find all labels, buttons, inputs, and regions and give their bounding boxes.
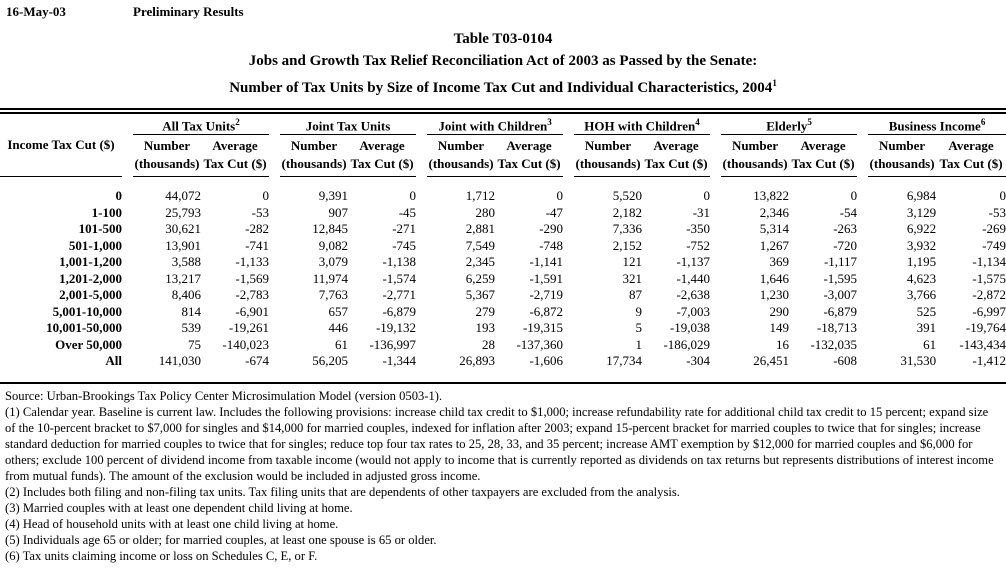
table-cell: -45 xyxy=(398,204,417,220)
col-header-taxcut: Tax Cut ($) xyxy=(495,155,563,177)
table-cell: 3,079 xyxy=(318,254,349,270)
footnote-marker: 3 xyxy=(547,117,552,127)
table-cell: 9,082 xyxy=(318,237,349,253)
table-cell: -6,901 xyxy=(235,303,270,319)
col-header-taxcut: Tax Cut ($) xyxy=(642,155,710,177)
table-cell: -748 xyxy=(539,237,564,253)
page-header xyxy=(0,0,1006,19)
table-cell: -2,872 xyxy=(972,287,1006,303)
table-row xyxy=(0,221,1006,238)
table-cell: 0 xyxy=(703,188,711,204)
column-spacer xyxy=(269,205,280,222)
col-header-number: Number xyxy=(731,138,779,154)
column-spacer xyxy=(269,177,280,205)
column-spacer xyxy=(563,238,574,255)
row-label: All xyxy=(105,353,122,369)
row-label: Over 50,000 xyxy=(55,336,122,352)
column-spacer xyxy=(563,254,574,271)
row-label: 1-100 xyxy=(91,204,122,220)
table-cell: -1,591 xyxy=(529,270,564,286)
table-cell: 75 xyxy=(188,336,201,352)
group-header-hoh-with-children xyxy=(574,114,710,135)
table-cell: -6,879 xyxy=(382,303,417,319)
col-header-thousands: (thousands) xyxy=(133,155,201,177)
column-spacer xyxy=(563,320,574,337)
table-cell: 1,230 xyxy=(759,287,790,303)
footnote-marker: 1 xyxy=(772,78,777,88)
table-cell: -1,117 xyxy=(823,254,858,270)
table-cell: 28 xyxy=(482,336,496,352)
column-spacer xyxy=(269,114,280,177)
col-header-average: Average xyxy=(506,138,552,154)
column-spacer xyxy=(710,337,721,354)
table-cell: 0 xyxy=(556,188,564,204)
table-cell: 25,793 xyxy=(165,204,201,220)
footnote-marker: 4 xyxy=(695,117,700,127)
source-note: Source: Urban-Brookings Tax Policy Center Microsimulation Model (version 0503-1). xyxy=(5,388,443,403)
table-cell: -3,007 xyxy=(823,287,858,303)
column-spacer xyxy=(710,114,721,177)
column-spacer xyxy=(857,320,868,337)
table-cell: 525 xyxy=(916,303,937,319)
table-cell: -1,137 xyxy=(676,254,711,270)
table-cell: -132,035 xyxy=(810,336,858,352)
table-cell: 56,205 xyxy=(312,353,349,369)
table-cell: 1,267 xyxy=(759,237,790,253)
table-cell: 3,932 xyxy=(906,237,937,253)
table-cell: 2,345 xyxy=(465,254,496,270)
column-spacer xyxy=(416,254,427,271)
column-spacer xyxy=(416,337,427,354)
table-cell: 2,152 xyxy=(612,237,643,253)
row-label: 501-1,000 xyxy=(68,237,122,253)
table-cell: 17,734 xyxy=(606,353,643,369)
group-header-all-tax-units xyxy=(133,114,269,135)
column-spacer xyxy=(857,304,868,321)
table-cell: 26,451 xyxy=(753,353,790,369)
table-cell: 2,881 xyxy=(465,221,496,237)
footnote-1: (1) Calendar year. Baseline is current law. Includes the following provisions: increase child tax credit to $1,000; increase refundability rate for additional child tax credit to 15 percent; expand size of the 10-percent bracket to $7,000 for singles and $14,000 for married couples, indexed for inflation after 2003; expand 15-percent bracket for married couples to twice that for singles; increase standard deduction for married couples to twice that for singles; reduce top four tax rates to 25, 28, 33, and 35 percent; increase AMT exemption by $12,000 for married couples and $6,000 for others; exclude 100 percent of dividend income from taxable income (would not apply to income that is currently reported as dividends on tax returns but represents distributions of interest income from mutual funds). The amount of the exclusion would be included in adjusted gross income. xyxy=(5,404,994,483)
table-cell: -186,029 xyxy=(663,336,711,352)
column-spacer xyxy=(710,304,721,321)
table-cell: -1,606 xyxy=(529,353,564,369)
footnote-4: (4) Head of household units with at least one child living at home. xyxy=(5,516,339,531)
column-spacer xyxy=(122,320,133,337)
column-spacer xyxy=(416,114,427,177)
column-spacer xyxy=(563,221,574,238)
table-cell: 3,129 xyxy=(906,204,937,220)
footnote-5: (5) Individuals age 65 or older; for married couples, at least one spouse is 65 or older. xyxy=(5,532,437,547)
column-spacer xyxy=(122,177,133,205)
table-cell: -1,440 xyxy=(676,270,711,286)
footnotes-block xyxy=(0,384,1006,564)
table-cell: 61 xyxy=(335,336,349,352)
column-spacer xyxy=(563,271,574,288)
table-cell: 657 xyxy=(328,303,349,319)
column-spacer xyxy=(857,221,868,238)
table-cell: -2,771 xyxy=(382,287,417,303)
col-header-taxcut: Tax Cut ($) xyxy=(348,155,416,177)
table-cell: 7,549 xyxy=(465,237,496,253)
col-header-taxcut: Tax Cut ($) xyxy=(789,155,857,177)
col-header-number: Number xyxy=(437,138,485,154)
table-cell: 2,182 xyxy=(612,204,643,220)
table-cell: -2,719 xyxy=(529,287,564,303)
table-cell: -2,638 xyxy=(676,287,711,303)
col-header-number: Number xyxy=(878,138,926,154)
subheader-row-1 xyxy=(0,135,1006,156)
table-cell: -53 xyxy=(988,204,1006,220)
column-spacer xyxy=(563,337,574,354)
table-row xyxy=(0,337,1006,354)
table-cell: 5,520 xyxy=(612,188,643,204)
table-cell: 1 xyxy=(635,336,643,352)
column-spacer xyxy=(416,320,427,337)
column-spacer xyxy=(857,205,868,222)
table-cell: -749 xyxy=(982,237,1006,253)
table-row xyxy=(0,320,1006,337)
footnote-marker: 2 xyxy=(235,117,240,127)
table-cell: -282 xyxy=(245,221,270,237)
column-spacer xyxy=(857,271,868,288)
col-header-average: Average xyxy=(800,138,846,154)
column-spacer xyxy=(122,114,133,177)
column-spacer xyxy=(857,353,868,370)
table-cell: 7,763 xyxy=(318,287,349,303)
column-spacer xyxy=(269,254,280,271)
table-cell: -752 xyxy=(686,237,711,253)
table-cell: 3,766 xyxy=(906,287,937,303)
row-label: 1,001-1,200 xyxy=(59,254,122,270)
footnote-2: (2) Includes both filing and non-filing tax units. Tax filing units that are dependents of other taxpayers are excluded from the analysis. xyxy=(5,484,680,499)
table-cell: -1,138 xyxy=(382,254,417,270)
table-cell: 30,621 xyxy=(165,221,201,237)
table-cell: -304 xyxy=(686,353,711,369)
table-subtitle xyxy=(0,72,1006,99)
table-cell: 26,893 xyxy=(459,353,496,369)
table-cell: -350 xyxy=(686,221,711,237)
group-label: All Tax Units xyxy=(162,118,236,134)
column-spacer xyxy=(857,177,868,205)
footnote-3: (3) Married couples with at least one dependent child living at home. xyxy=(5,500,353,515)
table-cell: -137,360 xyxy=(516,336,564,352)
column-spacer xyxy=(269,337,280,354)
column-spacer xyxy=(122,238,133,255)
table-cell: 13,217 xyxy=(165,270,201,286)
row-label: 10,001-50,000 xyxy=(46,320,122,336)
footnote-6: (6) Tax units claiming income or loss on Schedules C, E, or F. xyxy=(5,548,318,563)
table-cell: -290 xyxy=(539,221,564,237)
column-spacer xyxy=(416,287,427,304)
group-header-business-income xyxy=(868,114,1006,135)
column-spacer xyxy=(416,238,427,255)
table-cell: 814 xyxy=(181,303,201,319)
table-cell: 44,072 xyxy=(165,188,201,204)
column-spacer xyxy=(122,254,133,271)
table-title: Jobs and Growth Tax Relief Reconciliation Act of 2003 as Passed by the Senate: xyxy=(248,53,758,69)
table-cell: 279 xyxy=(475,303,496,319)
table-cell: -1,412 xyxy=(972,353,1006,369)
column-spacer xyxy=(710,177,721,205)
group-label: Joint Tax Units xyxy=(305,118,391,134)
col-header-taxcut: Tax Cut ($) xyxy=(936,155,1006,177)
footnote-marker: 6 xyxy=(980,117,986,127)
table-cell: -143,434 xyxy=(959,336,1006,352)
table-cell: 5,367 xyxy=(465,287,496,303)
table-cell: 16 xyxy=(776,336,790,352)
table-cell: 7,336 xyxy=(612,221,643,237)
col-header-taxcut: Tax Cut ($) xyxy=(201,155,269,177)
table-cell: -263 xyxy=(833,221,858,237)
column-spacer xyxy=(269,304,280,321)
column-spacer xyxy=(563,287,574,304)
table-cell: -6,872 xyxy=(529,303,564,319)
group-header-elderly xyxy=(721,114,857,135)
col-header-number: Number xyxy=(584,138,632,154)
column-spacer xyxy=(122,353,133,370)
column-spacer xyxy=(563,353,574,370)
table-cell: 61 xyxy=(923,336,937,352)
table-row xyxy=(0,254,1006,271)
table-cell: -1,575 xyxy=(972,270,1006,286)
table-row xyxy=(0,304,1006,321)
row-label: 0 xyxy=(115,188,122,204)
table-cell: 0 xyxy=(262,188,270,204)
group-label: Business Income xyxy=(888,118,981,134)
table-cell: 9 xyxy=(635,303,643,319)
column-spacer xyxy=(710,320,721,337)
table-cell: -741 xyxy=(245,237,270,253)
table-cell: 141,030 xyxy=(158,353,201,369)
col-header-number: Number xyxy=(143,138,191,154)
table-cell: -1,344 xyxy=(382,353,417,369)
row-label: 101-500 xyxy=(78,221,122,237)
table-row xyxy=(0,238,1006,255)
table-row xyxy=(0,287,1006,304)
table-cell: 0 xyxy=(850,188,858,204)
table-cell: 3,588 xyxy=(171,254,201,270)
table-cell: 0 xyxy=(999,188,1006,204)
table-cell: 8,406 xyxy=(171,287,201,303)
table-cell: 121 xyxy=(622,254,643,270)
group-label: Elderly xyxy=(766,118,808,134)
column-spacer xyxy=(710,238,721,255)
col-header-thousands: (thousands) xyxy=(868,155,936,177)
column-spacer xyxy=(269,221,280,238)
col-header-average: Average xyxy=(653,138,699,154)
col-header-thousands: (thousands) xyxy=(721,155,789,177)
table-cell: -1,134 xyxy=(972,254,1006,270)
table-cell: 13,901 xyxy=(165,237,201,253)
table-cell: 290 xyxy=(769,303,790,319)
table-cell: 6,259 xyxy=(465,270,496,286)
table-cell: -7,003 xyxy=(676,303,711,319)
table-cell: -19,132 xyxy=(375,320,417,336)
table-cell: -54 xyxy=(839,204,858,220)
column-spacer xyxy=(122,287,133,304)
column-spacer xyxy=(857,254,868,271)
column-spacer xyxy=(710,271,721,288)
row-label: 1,201-2,000 xyxy=(59,270,122,286)
table-number: Table T03-0104 xyxy=(453,31,553,47)
table-cell: -745 xyxy=(392,237,417,253)
table-cell: -47 xyxy=(545,204,564,220)
group-label: HOH with Children xyxy=(584,118,696,134)
table-cell: -720 xyxy=(833,237,858,253)
table-cell: -18,713 xyxy=(816,320,858,336)
table-cell: 0 xyxy=(409,188,417,204)
table-cell: 446 xyxy=(328,320,349,336)
table-cell: 4,623 xyxy=(906,270,937,286)
table-cell: 9,391 xyxy=(318,188,349,204)
column-spacer xyxy=(122,337,133,354)
row-label: 2,001-5,000 xyxy=(59,287,122,303)
title-block xyxy=(0,28,1006,99)
group-header-joint-tax-units xyxy=(280,114,416,135)
column-spacer xyxy=(269,238,280,255)
status-label: Preliminary Results xyxy=(133,4,244,19)
column-spacer xyxy=(416,271,427,288)
table-cell: -6,879 xyxy=(823,303,858,319)
table-subtitle-text: Number of Tax Units by Size of Income Tax Cut and Individual Characteristics, 2004 xyxy=(229,80,773,96)
table-cell: -1,569 xyxy=(235,270,270,286)
column-spacer xyxy=(416,304,427,321)
column-spacer xyxy=(269,320,280,337)
table-cell: 149 xyxy=(769,320,790,336)
table-cell: -2,783 xyxy=(235,287,270,303)
column-spacer xyxy=(269,287,280,304)
table-cell: 1,646 xyxy=(759,270,790,286)
table-cell: 321 xyxy=(622,270,643,286)
column-spacer xyxy=(710,221,721,238)
table-cell: -674 xyxy=(245,353,270,369)
table-row xyxy=(0,177,1006,205)
col-header-average: Average xyxy=(359,138,405,154)
col-header-thousands: (thousands) xyxy=(574,155,642,177)
table-cell: 5 xyxy=(635,320,643,336)
table-cell: 391 xyxy=(916,320,937,336)
column-spacer xyxy=(122,205,133,222)
table-cell: -1,574 xyxy=(382,270,417,286)
group-label: Joint with Children xyxy=(438,118,548,134)
table-cell: -6,997 xyxy=(972,303,1006,319)
table-cell: 5,314 xyxy=(759,221,790,237)
column-spacer xyxy=(857,238,868,255)
column-spacer xyxy=(269,271,280,288)
table-cell: -19,038 xyxy=(669,320,711,336)
col-header-average: Average xyxy=(212,138,258,154)
results-table xyxy=(0,114,1006,370)
table-cell: -1,595 xyxy=(823,270,858,286)
col-header-number: Number xyxy=(290,138,338,154)
column-spacer xyxy=(857,337,868,354)
table-cell: -608 xyxy=(833,353,858,369)
row-label: 5,001-10,000 xyxy=(52,303,122,319)
table-cell: 31,530 xyxy=(900,353,937,369)
table-cell: 1,195 xyxy=(906,254,937,270)
footnote-marker: 5 xyxy=(807,117,812,127)
table-cell: 87 xyxy=(629,287,643,303)
table-cell: 369 xyxy=(769,254,790,270)
table-cell: -31 xyxy=(692,204,711,220)
column-spacer xyxy=(563,177,574,205)
table-cell: -136,997 xyxy=(369,336,417,352)
column-spacer xyxy=(416,177,427,205)
date-label: 16-May-03 xyxy=(6,4,66,19)
group-header-joint-with-children xyxy=(427,114,563,135)
column-spacer xyxy=(563,205,574,222)
column-spacer xyxy=(710,254,721,271)
table-cell: 6,984 xyxy=(906,188,937,204)
column-spacer xyxy=(710,205,721,222)
table-cell: 539 xyxy=(181,320,201,336)
table-cell: -19,764 xyxy=(965,320,1006,336)
table-row xyxy=(0,205,1006,222)
group-header-row xyxy=(0,114,1006,135)
column-spacer xyxy=(857,287,868,304)
subheader-row-2 xyxy=(0,155,1006,177)
table-row xyxy=(0,353,1006,370)
col-header-average: Average xyxy=(948,138,994,154)
column-spacer xyxy=(416,221,427,238)
table-cell: -271 xyxy=(392,221,417,237)
column-spacer xyxy=(122,304,133,321)
table-cell: 12,845 xyxy=(312,221,349,237)
column-spacer xyxy=(122,271,133,288)
column-spacer xyxy=(122,221,133,238)
table-cell: 11,974 xyxy=(312,270,349,286)
table-cell: 1,712 xyxy=(465,188,496,204)
column-spacer xyxy=(416,353,427,370)
table-row xyxy=(0,271,1006,288)
col-header-thousands: (thousands) xyxy=(427,155,495,177)
column-spacer xyxy=(857,114,868,177)
column-spacer xyxy=(563,304,574,321)
table-cell: -1,141 xyxy=(529,254,564,270)
table-cell: 193 xyxy=(475,320,496,336)
table-cell: 280 xyxy=(475,204,496,220)
column-spacer xyxy=(269,353,280,370)
table-cell: -269 xyxy=(982,221,1006,237)
column-spacer xyxy=(710,353,721,370)
table-cell: -19,315 xyxy=(522,320,564,336)
column-spacer xyxy=(416,205,427,222)
col-header-thousands: (thousands) xyxy=(280,155,348,177)
row-header-income-tax-cut: Income Tax Cut ($) xyxy=(0,114,122,177)
table-cell: 2,346 xyxy=(759,204,790,220)
table-cell: -1,133 xyxy=(235,254,270,270)
table-cell: 13,822 xyxy=(753,188,790,204)
column-spacer xyxy=(563,114,574,177)
table-cell: -53 xyxy=(251,204,270,220)
table-cell: 6,922 xyxy=(906,221,937,237)
table-cell: -140,023 xyxy=(222,336,270,352)
table-cell: -19,261 xyxy=(228,320,270,336)
column-spacer xyxy=(710,287,721,304)
table-cell: 907 xyxy=(328,204,349,220)
